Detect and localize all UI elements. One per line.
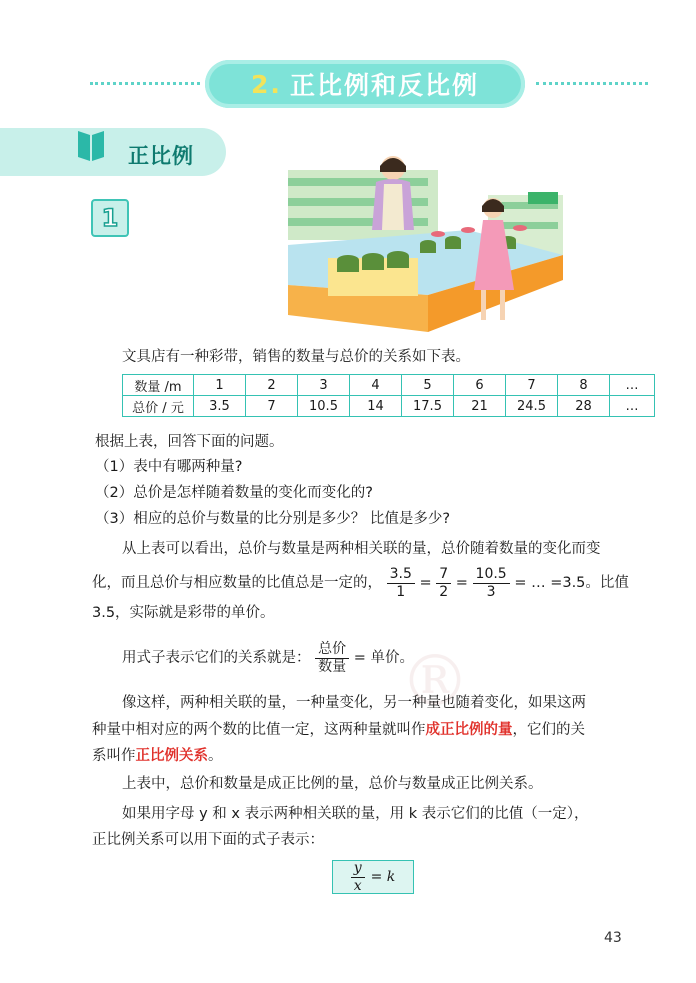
paragraph-4: 上表中，总价和数量是成正比例的量，总价与数量成正比例关系。 — [122, 776, 543, 792]
table-cell: … — [610, 375, 655, 396]
fraction-numerator: 7 — [436, 566, 451, 584]
header-dotted-line-right — [536, 82, 648, 85]
chapter-title-text: 正比例和反比例 — [289, 71, 479, 100]
fraction-denominator: 1 — [396, 583, 406, 600]
table-cell: 数量 /m — [123, 375, 194, 396]
table-cell: 3.5 — [194, 396, 246, 417]
intro-text: 文具店有一种彩带，销售的数量与总价的关系如下表。 — [122, 349, 470, 365]
table-cell: … — [610, 396, 655, 417]
paragraph-2-text: 用式子表示它们的关系就是： — [122, 650, 311, 666]
table-cell: 10.5 — [298, 396, 350, 417]
table-cell: 21 — [454, 396, 506, 417]
table-cell: 7 — [506, 375, 558, 396]
paragraph-5-line-2: 正比例关系可以用下面的式子表示： — [92, 832, 324, 848]
paragraph-3-line-3 — [92, 746, 223, 766]
table-cell: 1 — [194, 375, 246, 396]
example-number-badge: 1 — [91, 199, 129, 237]
table-cell: 14 — [350, 396, 402, 417]
fraction-y-over-x — [351, 860, 365, 895]
paragraph-2-tail: = 单价。 — [353, 650, 414, 666]
term-proportional-quantities: 成正比例的量 — [425, 722, 513, 738]
chapter-title — [205, 60, 525, 108]
table-cell: 3 — [298, 375, 350, 396]
fraction-price-over-quantity — [315, 641, 349, 676]
table-cell: 2 — [246, 375, 298, 396]
paragraph-1-line-1: 从上表可以看出，总价与数量是两种相关联的量，总价随着数量的变化而变 — [122, 541, 601, 557]
questions-lead: 根据上表，回答下面的问题。 — [95, 434, 284, 450]
table-cell: 6 — [454, 375, 506, 396]
table-cell: 8 — [558, 375, 610, 396]
fraction-3.5-over-1 — [387, 566, 415, 601]
data-table — [122, 374, 655, 417]
section-title: 正比例 — [128, 144, 194, 168]
table-cell: 28 — [558, 396, 610, 417]
fraction-numerator: 总价 — [315, 641, 349, 659]
fraction-denominator: 2 — [439, 583, 449, 600]
fraction-numerator: 10.5 — [473, 566, 510, 584]
table-cell: 总价 / 元 — [123, 396, 194, 417]
fraction-denominator: x — [353, 877, 362, 894]
fraction-numerator: 3.5 — [387, 566, 415, 584]
paragraph-5-line-1: 如果用字母 y 和 x 表示两种相关联的量，用 k 表示它们的比值（一定）， — [122, 806, 589, 822]
header-dotted-line-left — [90, 82, 200, 85]
paragraph-3-line-2-tail: ，它们的关 — [512, 722, 585, 738]
paragraph-3-line-3-tail: 。 — [208, 748, 223, 764]
table-cell: 24.5 — [506, 396, 558, 417]
table-row-price — [123, 396, 655, 417]
paragraph-1-line-2 — [92, 563, 629, 603]
paragraph-1-line-3: 3.5，实际就是彩带的单价。 — [92, 605, 275, 621]
paragraph-1-line-2-text: 化，而且总价与相应数量的比值总是一定的， — [92, 575, 382, 591]
term-proportional-relation: 正比例关系 — [135, 748, 208, 764]
table-cell: 7 — [246, 396, 298, 417]
page-number: 43 — [604, 930, 622, 946]
shop-illustration — [288, 150, 563, 332]
question-1: （1）表中有哪两种量? — [95, 459, 243, 475]
equals-sign: = — [455, 575, 468, 591]
paragraph-3-line-3-text: 系叫作 — [92, 748, 136, 764]
paragraph-3-line-1: 像这样，两种相关联的量，一种量变化，另一种量也随着变化，如果这两 — [122, 695, 586, 711]
table-cell: 4 — [350, 375, 402, 396]
paragraph-2 — [122, 638, 414, 678]
table-cell: 17.5 — [402, 396, 454, 417]
chapter-number: 2. — [251, 69, 282, 99]
equals-sign: = — [419, 575, 432, 591]
book-icon — [76, 127, 106, 163]
fraction-denominator: 3 — [486, 583, 496, 600]
formula-rhs: = k — [370, 869, 396, 885]
fraction-10.5-over-3 — [473, 566, 510, 601]
fraction-7-over-2 — [436, 566, 451, 601]
question-2: （2）总价是怎样随着数量的变化而变化的? — [95, 485, 373, 501]
table-row-quantity — [123, 375, 655, 396]
table-cell: 5 — [402, 375, 454, 396]
paragraph-3-line-2-text: 种量中相对应的两个数的比值一定，这两种量就叫作 — [92, 722, 426, 738]
fraction-denominator: 数量 — [318, 658, 347, 675]
question-3: （3）相应的总价与数量的比分别是多少？ 比值是多少? — [95, 511, 451, 527]
paragraph-3-line-2 — [92, 720, 585, 740]
fraction-numerator: y — [351, 860, 365, 878]
watermark-logo: ® — [400, 640, 470, 722]
paragraph-1-line-2-tail: = … =3.5。比值 — [514, 575, 629, 591]
formula-box — [332, 860, 414, 894]
